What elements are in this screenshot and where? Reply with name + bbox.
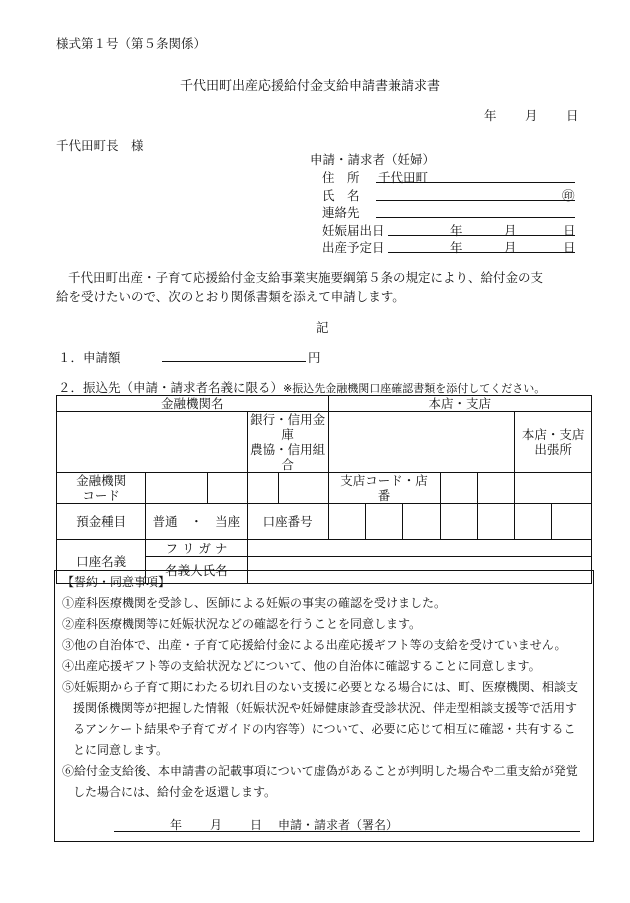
account-digit-4[interactable] <box>440 504 477 540</box>
deposit-type-label: 預金種目 <box>57 504 146 540</box>
branch-code-label: 支店コード・店 番 <box>328 473 440 504</box>
branch-code-digit-3[interactable] <box>515 473 592 504</box>
date-day-label: 日 <box>566 108 579 123</box>
account-name-label: 口座名義 <box>57 540 146 584</box>
account-digit-1[interactable] <box>328 504 365 540</box>
due-month: 月 <box>504 240 517 255</box>
branch-type-cell: 本店・支店 出張所 <box>515 412 592 473</box>
account-digit-6[interactable] <box>515 504 552 540</box>
address-label: 住 所 <box>322 170 360 185</box>
bank-name-cell[interactable] <box>57 412 248 473</box>
addressee: 千代田町長 様 <box>56 138 144 153</box>
agreement-item-5-line3: るアンケート結果や子育てガイドの内容等）について、必要に応じて相互に確認・共有するこ <box>73 722 576 736</box>
due-date-underline[interactable] <box>388 252 575 253</box>
bank-code-digit-2[interactable] <box>208 473 247 504</box>
agreement-item-3: ③他の自治体で、出産・子育て応援給付金による出産応援ギフト等の支給を受けていません。 <box>62 638 567 652</box>
agreement-item-1: ①産科医療機関を受診し、医師による妊娠の事実の確認を受けました。 <box>62 596 447 610</box>
sign-day: 日 <box>250 818 263 832</box>
agreement-item-4: ④出産応援ギフト等の支給状況などについて、他の自治体に確認することに同意します。 <box>62 659 541 673</box>
bank-code-digit-4[interactable] <box>278 473 328 504</box>
holder-name-label: 名義人氏名 <box>146 557 248 584</box>
account-number-label: 口座番号 <box>247 504 328 540</box>
agreement-item-5-line1: ⑤妊娠期から子育て期にわたる切れ目のない支援に必要となる場合には、町、医療機関、相談支 <box>62 680 579 694</box>
section1-label: １．申請額 <box>58 350 121 365</box>
due-day: 日 <box>563 240 576 255</box>
pregnancy-date-label: 妊娠届出日 <box>322 223 385 238</box>
branch-code-digit-1[interactable] <box>440 473 477 504</box>
bank-code-label: 金融機関 コード <box>57 473 146 504</box>
branch-header: 本店・支店 <box>328 396 591 412</box>
account-digit-3[interactable] <box>403 504 440 540</box>
body-text-line2: 給を受けたいので、次のとおり関係書類を添えて申請します。 <box>56 289 405 304</box>
pregnancy-date-underline[interactable] <box>388 235 575 236</box>
bank-type-cell: 銀行・信用金庫 農協・信用組合 <box>247 412 328 473</box>
date-month-label: 月 <box>525 108 538 123</box>
agreement-item-6-line2: した場合には、給付金を返還します。 <box>73 785 277 799</box>
agreement-heading: 【誓約・同意事項】 <box>62 575 171 589</box>
body-text-line1: 千代田町出産・子育て応援給付金支給事業実施要綱第５条の規定により、給付金の支 <box>68 270 544 285</box>
bank-code-digit-1[interactable] <box>146 473 208 504</box>
account-digit-7[interactable] <box>552 504 592 540</box>
signature-line[interactable] <box>114 831 580 832</box>
due-date-label: 出産予定日 <box>322 240 385 255</box>
agreement-item-2: ②産科医療機関等に妊娠状況などの確認を行うことを同意します。 <box>62 617 422 631</box>
agreement-item-5-line4: とに同意します。 <box>73 743 169 757</box>
furigana-field[interactable] <box>247 540 591 557</box>
branch-name-cell[interactable] <box>328 412 515 473</box>
date-year-label: 年 <box>484 108 497 123</box>
ki-label: 記 <box>316 320 329 335</box>
sign-label: 申請・請求者（署名） <box>278 818 399 832</box>
address-underline <box>376 182 575 183</box>
agreement-item-5-line2: 援関係機関等が把握した情報（妊娠状況や妊婦健康診査受診状況、伴走型相談支援等で活用す <box>73 701 578 715</box>
name-underline[interactable] <box>376 200 575 201</box>
pregnancy-year: 年 <box>450 223 463 238</box>
applicant-heading: 申請・請求者（妊婦） <box>310 152 436 167</box>
sign-month: 月 <box>210 818 223 832</box>
amount-unit: 円 <box>308 350 321 365</box>
deposit-type-options[interactable]: 普通 ・ 当座 <box>146 504 248 540</box>
bank-name-header: 金融機関名 <box>57 396 329 412</box>
pregnancy-day: 日 <box>563 223 576 238</box>
bank-code-digit-3[interactable] <box>247 473 278 504</box>
account-digit-2[interactable] <box>365 504 402 540</box>
section2-note: ※振込先金融機関口座確認書類を添付してください。 <box>283 382 546 395</box>
form-number: 様式第１号（第５条関係） <box>56 36 207 51</box>
account-digit-5[interactable] <box>477 504 514 540</box>
seal-mark: ㊞ <box>562 188 575 203</box>
address-value[interactable]: 千代田町 <box>378 170 429 185</box>
contact-underline[interactable] <box>376 217 575 218</box>
bank-account-table <box>56 395 592 584</box>
name-label: 氏 名 <box>322 188 360 203</box>
amount-underline[interactable] <box>162 361 306 362</box>
pregnancy-month: 月 <box>504 223 517 238</box>
section2-label: ２．振込先（申請・請求者名義に限る）※振込先金融機関口座確認書類を添付してください。 <box>58 380 546 395</box>
branch-code-digit-2[interactable] <box>477 473 514 504</box>
page-title: 千代田町出産応援給付金支給申請書兼請求書 <box>180 79 441 94</box>
agreement-item-6-line1: ⑥給付金支給後、本申請書の記載事項について虚偽があることが判明した場合や二重支給が発覚 <box>62 764 578 778</box>
furigana-label: フ リ ガ ナ <box>146 540 248 557</box>
contact-label: 連絡先 <box>322 205 360 220</box>
sign-year: 年 <box>170 818 183 832</box>
due-year: 年 <box>450 240 463 255</box>
